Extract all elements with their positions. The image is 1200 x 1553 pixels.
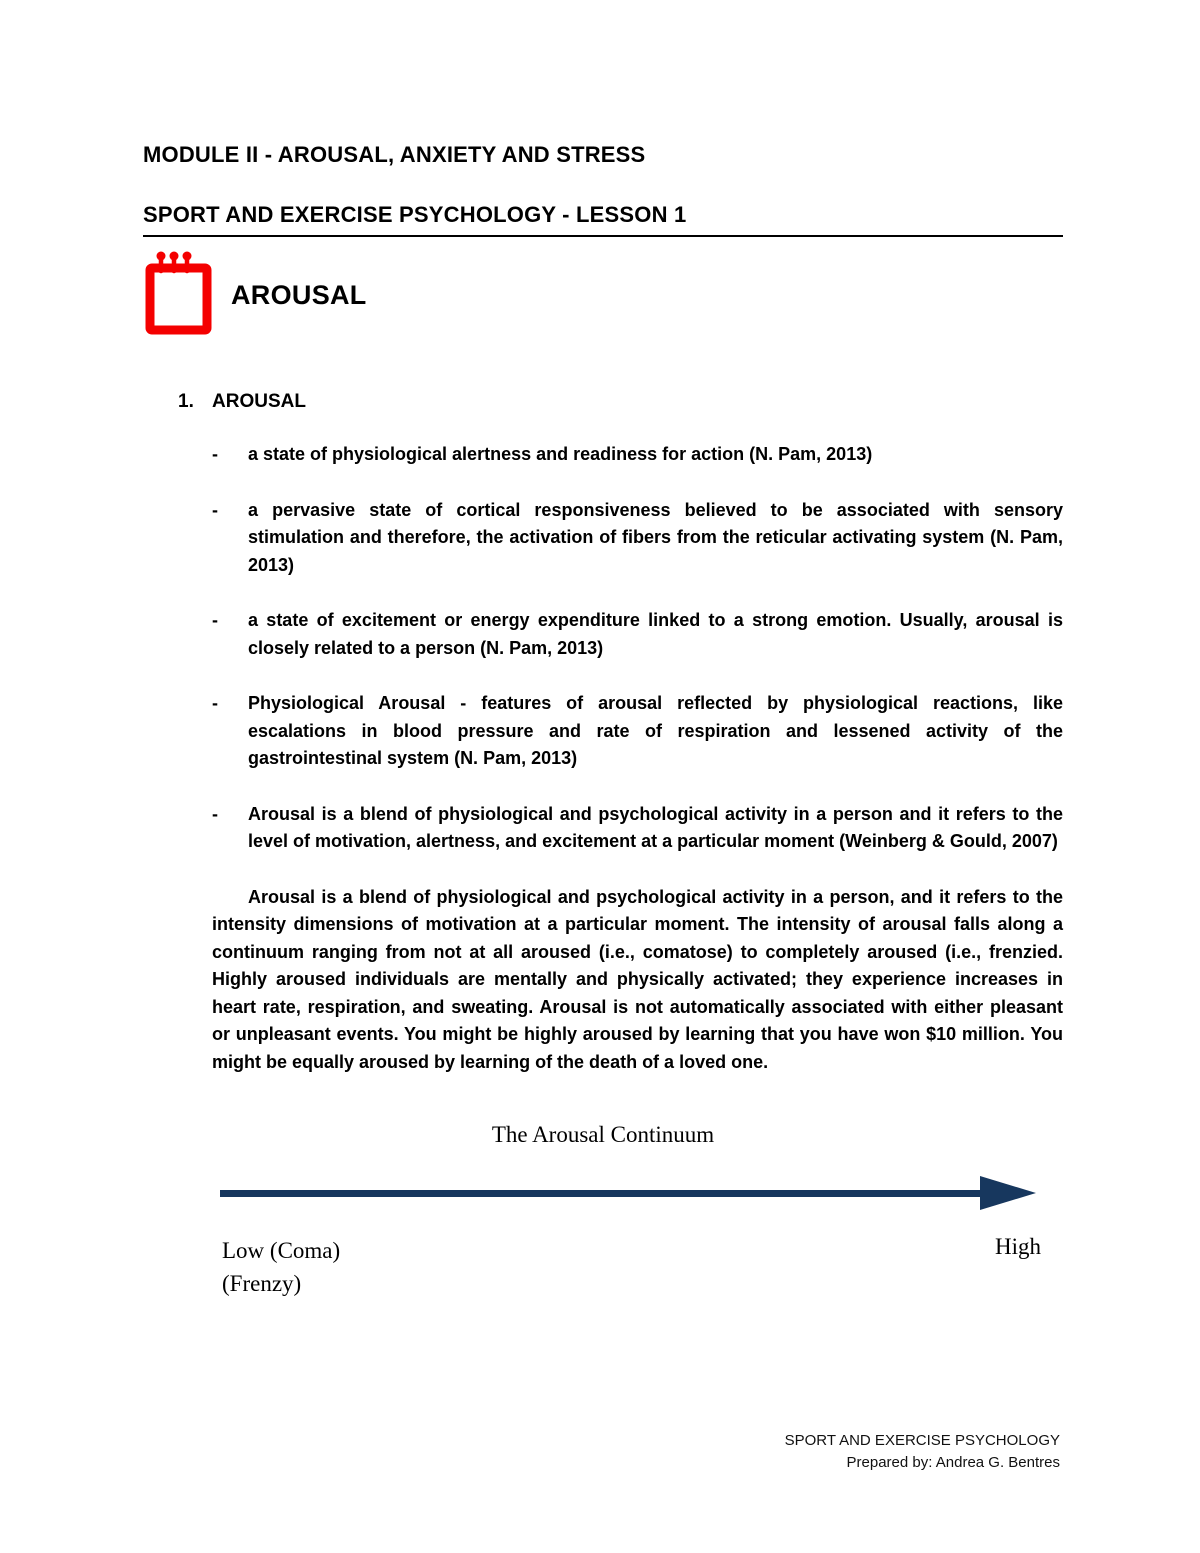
bullet-marker: - xyxy=(212,444,218,464)
footer-prepared-by: Prepared by: Andrea G. Bentres xyxy=(846,1453,1060,1471)
list-title xyxy=(178,391,1063,413)
low-label-line1: Low (Coma) xyxy=(222,1238,341,1263)
bullet-item xyxy=(143,607,1063,662)
footer-course-name: SPORT AND EXERCISE PSYCHOLOGY xyxy=(784,1432,1060,1449)
page-footer xyxy=(785,1430,1060,1474)
body-paragraph: Arousal is a blend of physiological and psychological activity in a person, and it refers to the intensity dimensions of motivation at a particular moment. The intensity of arousal falls along a continuum ranging from not at all aroused (i.e., comatose) to completely aroused (i.e., frenzied. Highly aroused individuals are mentally and physically activated; they experience increases in heart rate, respiration, and sweating. Arousal is not automatically associated with either pleasant or unpleasant events. You might be highly aroused by learning that you have won $10 million. You might be equally aroused by learning of the death of a loved one. xyxy=(212,886,1063,1072)
list-title-text: AROUSAL xyxy=(212,391,306,412)
bullet-item xyxy=(143,690,1063,773)
continuum-arrow xyxy=(220,1176,1036,1210)
low-label-line2: (Frenzy) xyxy=(222,1271,302,1296)
bullet-marker: - xyxy=(212,803,218,824)
bullet-list xyxy=(143,441,1063,856)
diagram-title: The Arousal Continuum xyxy=(491,1122,715,1147)
list-number: 1. xyxy=(178,391,194,412)
arrow-head-icon xyxy=(980,1176,1036,1210)
arousal-continuum-diagram xyxy=(143,1122,1063,1300)
bullet-text: a state of physiological alertness and readiness for action (N. Pam, 2013) xyxy=(248,444,873,464)
bullet-marker: - xyxy=(212,693,218,713)
bullet-text: Physiological Arousal - features of arousal reflected by physiological reactions, like escalations in blood pressure and rate of respiration and lessened activity of the gastrointestinal system (N. Pam, 2013) xyxy=(248,693,1063,768)
bullet-text: a pervasive state of cortical responsiveness believed to be associated with sensory stimulation and therefore, the activation of fibers from the reticular activating system (N. Pam, 2013) xyxy=(248,499,1063,575)
bullet-text: a state of excitement or energy expenditure linked to a strong emotion. Usually, arousal is closely related to a person (N. Pam, 2013) xyxy=(248,610,1063,658)
module-title: MODULE II - AROUSAL, ANXIETY AND STRESS xyxy=(143,142,646,167)
bullet-marker: - xyxy=(212,610,218,630)
diagram-labels xyxy=(222,1234,1041,1300)
course-title: SPORT AND EXERCISE PSYCHOLOGY - LESSON 1 xyxy=(143,202,1063,237)
bullet-text: Arousal is a blend of physiological and psychological activity in a person and it refers to the level of motivation, alertness, and excitement at a particular moment (Weinberg & Gould, 2007) xyxy=(248,803,1063,851)
bullet-marker: - xyxy=(212,499,218,520)
low-label xyxy=(222,1234,340,1300)
bullet-item xyxy=(143,497,1063,580)
section-header xyxy=(143,250,1063,341)
arrow-line xyxy=(220,1190,982,1197)
section-heading: AROUSAL xyxy=(231,280,367,310)
document-content xyxy=(143,142,1063,1300)
notepad-icon xyxy=(143,250,215,341)
bullet-item xyxy=(143,441,1063,469)
high-label: High xyxy=(995,1234,1041,1259)
bullet-item xyxy=(143,801,1063,856)
